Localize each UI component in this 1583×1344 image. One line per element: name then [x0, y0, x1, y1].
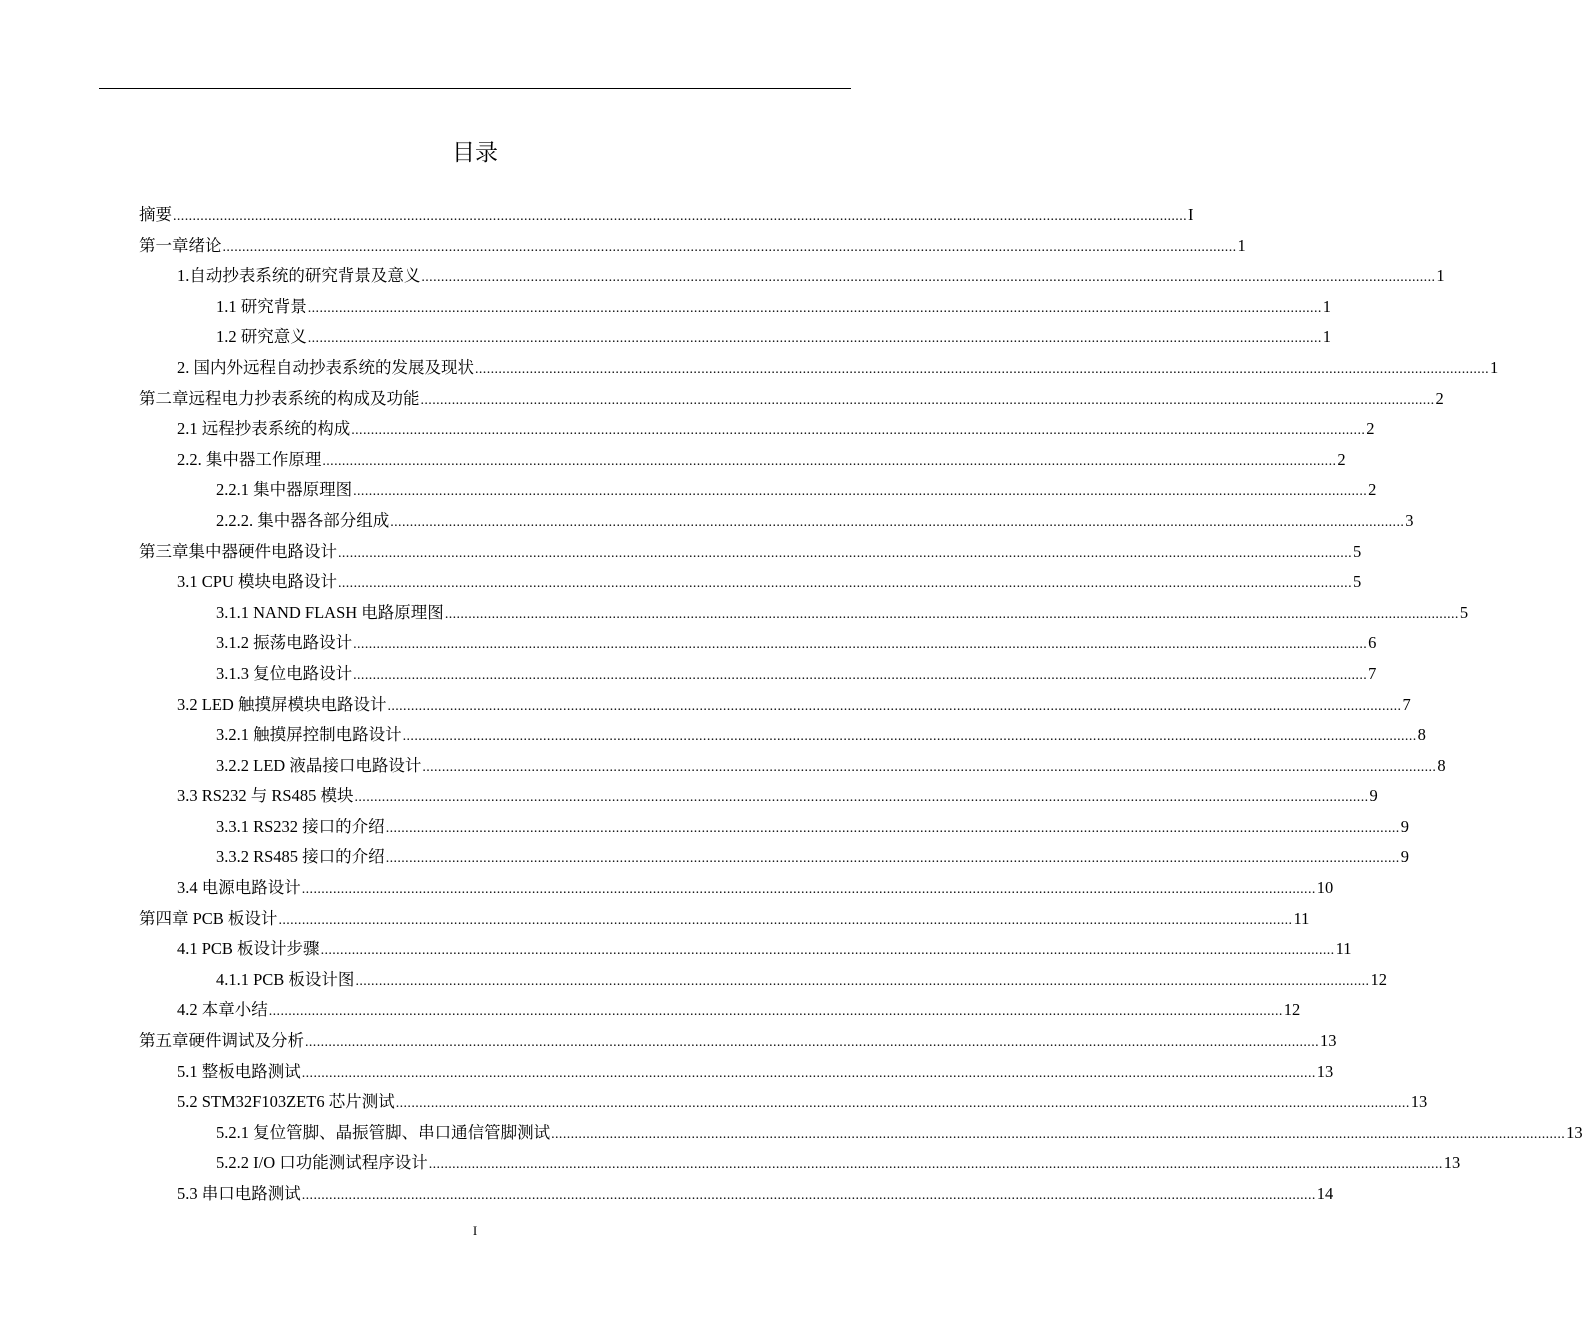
- toc-entry[interactable]: [139, 322, 1331, 353]
- toc-entry-text: 第二章远程电力抄表系统的构成及功能: [139, 388, 420, 408]
- toc-dot-leader: ....................................................................................................................................................................................................................................................................: [420, 392, 1435, 408]
- toc-entry-text: 3.3 RS232 与 RS485 模块: [177, 786, 354, 806]
- toc-entry-page: 1: [1237, 235, 1246, 255]
- toc-dot-leader: ....................................................................................................................................................................................................................................................................: [353, 637, 1368, 653]
- toc-list: [139, 200, 1583, 1210]
- toc-entry-text: 2.1 远程抄表系统的构成: [177, 419, 351, 439]
- toc-entry-text: 3.1.1 NAND FLASH 电路原理图: [216, 602, 444, 622]
- toc-dot-leader: ....................................................................................................................................................................................................................................................................: [444, 606, 1459, 622]
- toc-entry-page: 5: [1459, 602, 1469, 622]
- toc-entry-text: 5.3 串口电路测试: [177, 1184, 301, 1203]
- toc-entry[interactable]: [139, 414, 1375, 445]
- toc-dot-leader: ....................................................................................................................................................................................................................................................................: [278, 912, 1293, 928]
- toc-entry[interactable]: [139, 659, 1377, 690]
- toc-dot-leader: ....................................................................................................................................................................................................................................................................: [301, 882, 1316, 898]
- toc-entry-page: 11: [1293, 908, 1310, 928]
- toc-entry[interactable]: [139, 598, 1469, 629]
- toc-entry-page: 5: [1353, 541, 1362, 561]
- toc-entry[interactable]: [139, 1087, 1428, 1118]
- toc-entry[interactable]: [139, 537, 1362, 568]
- toc-entry[interactable]: [139, 751, 1446, 782]
- toc-dot-leader: ....................................................................................................................................................................................................................................................................: [390, 514, 1405, 530]
- toc-dot-leader: ....................................................................................................................................................................................................................................................................: [551, 1126, 1566, 1142]
- toc-entry-page: I: [1188, 205, 1194, 224]
- toc-entry-text: 4.1.1 PCB 板设计图: [216, 969, 355, 989]
- toc-entry-text: 3.2.1 触摸屏控制电路设计: [216, 725, 402, 745]
- toc-entry-page: 10: [1316, 878, 1334, 898]
- toc-dot-leader: ....................................................................................................................................................................................................................................................................: [422, 759, 1437, 775]
- toc-entry-page: 1: [1322, 327, 1331, 347]
- toc-entry-text: 3.3.2 RS485 接口的介绍: [216, 847, 385, 867]
- toc-entry-text: 4.2 本章小结: [177, 1000, 268, 1020]
- toc-entry-page: 7: [1402, 694, 1411, 714]
- toc-entry-page: 2: [1337, 449, 1346, 469]
- toc-entry-text: 第五章硬件调试及分析: [139, 1031, 304, 1051]
- toc-entry-page: 3: [1405, 510, 1414, 530]
- toc-entry-page: 2: [1435, 388, 1444, 408]
- toc-entry[interactable]: [139, 445, 1346, 476]
- toc-entry-text: 3.1.3 复位电路设计: [216, 663, 353, 683]
- toc-entry[interactable]: [139, 812, 1409, 843]
- toc-entry-page: 1: [1490, 357, 1499, 377]
- toc-entry[interactable]: [139, 1179, 1334, 1210]
- toc-entry-text: 2. 国内外远程自动抄表系统的发展及现状: [177, 357, 474, 377]
- toc-entry[interactable]: [139, 231, 1246, 262]
- toc-entry[interactable]: [139, 720, 1426, 751]
- toc-entry[interactable]: [139, 965, 1387, 996]
- toc-entry[interactable]: [139, 506, 1414, 537]
- toc-entry[interactable]: [139, 292, 1331, 323]
- page-footer-number: I: [472, 1223, 478, 1238]
- toc-dot-leader: ....................................................................................................................................................................................................................................................................: [301, 1065, 1316, 1081]
- toc-entry[interactable]: [139, 904, 1310, 935]
- toc-dot-leader: ....................................................................................................................................................................................................................................................................: [395, 1096, 1410, 1112]
- toc-entry-text: 3.3.1 RS232 接口的介绍: [216, 816, 385, 836]
- toc-entry[interactable]: [139, 1148, 1461, 1179]
- toc-entry[interactable]: [139, 1026, 1337, 1057]
- toc-dot-leader: ....................................................................................................................................................................................................................................................................: [307, 300, 1322, 316]
- toc-dot-leader: ....................................................................................................................................................................................................................................................................: [338, 545, 1352, 561]
- toc-entry-text: 4.1 PCB 板设计步骤: [177, 939, 320, 959]
- toc-entry-page: 1: [1322, 296, 1331, 316]
- toc-entry[interactable]: [139, 567, 1362, 598]
- toc-entry[interactable]: [139, 384, 1444, 415]
- header-rule: [99, 88, 851, 89]
- toc-dot-leader: ....................................................................................................................................................................................................................................................................: [354, 790, 1369, 806]
- toc-entry-text: 5.1 整板电路测试: [177, 1061, 301, 1081]
- toc-entry[interactable]: [139, 690, 1411, 721]
- toc-dot-leader: ....................................................................................................................................................................................................................................................................: [387, 698, 1402, 714]
- toc-entry-page: 13: [1566, 1122, 1583, 1142]
- toc-entry-page: 8: [1417, 725, 1426, 745]
- toc-entry-page: 12: [1370, 969, 1387, 989]
- toc-entry[interactable]: [139, 628, 1377, 659]
- toc-entry-text: 1.1 研究背景: [216, 296, 307, 316]
- toc-entry-text: 3.2.2 LED 液晶接口电路设计: [216, 755, 422, 775]
- toc-entry[interactable]: [139, 842, 1409, 873]
- toc-entry[interactable]: [139, 781, 1378, 812]
- toc-entry-text: 第一章绪论: [139, 235, 222, 255]
- toc-entry[interactable]: [139, 1118, 1583, 1149]
- toc-entry-text: 3.2 LED 触摸屏模块电路设计: [177, 694, 387, 714]
- toc-entry-page: 9: [1400, 816, 1409, 836]
- toc-entry-text: 5.2.1 复位管脚、晶振管脚、串口通信管脚测试: [216, 1122, 551, 1142]
- toc-entry-text: 2.2.2. 集中器各部分组成: [216, 510, 390, 530]
- toc-entry-page: 1: [1436, 266, 1445, 286]
- toc-entry-text: 3.4 电源电路设计: [177, 878, 301, 898]
- toc-entry-page: 13: [1316, 1061, 1334, 1081]
- toc-entry-page: 7: [1368, 663, 1377, 683]
- toc-dot-leader: ....................................................................................................................................................................................................................................................................: [173, 209, 1187, 224]
- toc-dot-leader: ....................................................................................................................................................................................................................................................................: [475, 361, 1489, 377]
- toc-entry[interactable]: [139, 1057, 1334, 1088]
- toc-entry-text: 5.2.2 I/O 口功能测试程序设计: [216, 1153, 428, 1173]
- toc-dot-leader: ....................................................................................................................................................................................................................................................................: [268, 1004, 1283, 1020]
- toc-entry-text: 第三章集中器硬件电路设计: [139, 541, 337, 561]
- toc-dot-leader: ....................................................................................................................................................................................................................................................................: [301, 1188, 1316, 1203]
- toc-entry-page: 5: [1352, 572, 1362, 592]
- toc-entry-page: 8: [1437, 755, 1446, 775]
- toc-dot-leader: ....................................................................................................................................................................................................................................................................: [307, 331, 1322, 347]
- toc-title: 目录: [452, 140, 498, 166]
- toc-entry[interactable]: [139, 873, 1334, 904]
- toc-entry-text: 第四章 PCB 板设计: [139, 908, 278, 928]
- toc-dot-leader: ....................................................................................................................................................................................................................................................................: [337, 576, 1352, 592]
- toc-entry-page: 13: [1320, 1031, 1337, 1051]
- toc-dot-leader: ....................................................................................................................................................................................................................................................................: [353, 667, 1368, 683]
- toc-dot-leader: ....................................................................................................................................................................................................................................................................: [355, 973, 1370, 989]
- toc-dot-leader: ....................................................................................................................................................................................................................................................................: [385, 851, 1400, 867]
- toc-entry-page: 13: [1410, 1092, 1428, 1112]
- toc-dot-leader: ....................................................................................................................................................................................................................................................................: [385, 820, 1400, 836]
- toc-entry[interactable]: [139, 934, 1352, 965]
- toc-entry-text: 摘要: [139, 205, 172, 224]
- toc-entry-text: 2.2. 集中器工作原理: [177, 449, 322, 469]
- toc-entry-text: 3.1 CPU 模块电路设计: [177, 572, 337, 592]
- toc-entry-text: 2.2.1 集中器原理图: [216, 480, 353, 500]
- toc-entry-page: 2: [1368, 480, 1377, 500]
- toc-entry-page: 9: [1400, 847, 1409, 867]
- toc-dot-leader: ....................................................................................................................................................................................................................................................................: [322, 453, 1337, 469]
- toc-entry-page: 2: [1366, 419, 1375, 439]
- toc-entry[interactable]: [139, 353, 1499, 384]
- toc-entry-page: 11: [1335, 939, 1352, 959]
- toc-entry[interactable]: [139, 475, 1377, 506]
- toc-entry-text: 1.自动抄表系统的研究背景及意义: [177, 266, 421, 286]
- toc-dot-leader: ....................................................................................................................................................................................................................................................................: [421, 270, 1436, 286]
- toc-entry-page: 14: [1316, 1184, 1334, 1203]
- toc-entry[interactable]: [139, 995, 1301, 1026]
- toc-dot-leader: ....................................................................................................................................................................................................................................................................: [320, 943, 1335, 959]
- toc-entry-text: 3.1.2 振荡电路设计: [216, 633, 353, 653]
- toc-entry-page: 12: [1283, 1000, 1301, 1020]
- toc-dot-leader: ....................................................................................................................................................................................................................................................................: [402, 729, 1417, 745]
- toc-entry-page: 6: [1368, 633, 1377, 653]
- toc-dot-leader: ....................................................................................................................................................................................................................................................................: [351, 423, 1366, 439]
- toc-entry-text: 5.2 STM32F103ZET6 芯片测试: [177, 1092, 395, 1112]
- toc-dot-leader: ....................................................................................................................................................................................................................................................................: [305, 1035, 1319, 1051]
- toc-entry[interactable]: [139, 261, 1445, 292]
- toc-dot-leader: ....................................................................................................................................................................................................................................................................: [428, 1157, 1443, 1173]
- toc-entry-page: 9: [1369, 786, 1378, 806]
- toc-dot-leader: ....................................................................................................................................................................................................................................................................: [222, 239, 1237, 255]
- toc-entry[interactable]: [139, 200, 1194, 231]
- toc-entry-text: 1.2 研究意义: [216, 327, 307, 347]
- toc-entry-page: 13: [1443, 1153, 1461, 1173]
- toc-dot-leader: ....................................................................................................................................................................................................................................................................: [353, 484, 1368, 500]
